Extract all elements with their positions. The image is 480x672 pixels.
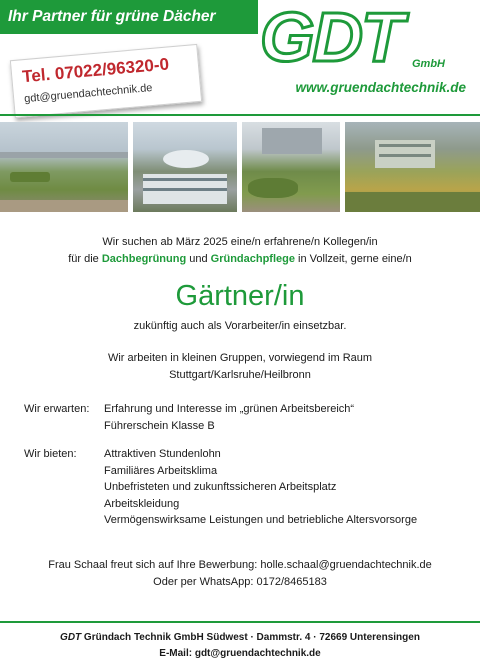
contact-card (10, 44, 202, 118)
top-divider (0, 114, 480, 116)
expect-list (104, 401, 354, 434)
groups-line-1: Wir arbeiten in kleinen Gruppen, vorwiegend im Raum (107, 352, 373, 364)
intro-line-2 (0, 251, 480, 268)
footer-company-rest: Gründach Technik GmbH Südwest · Dammstr. 4 · 72669 Unterensingen (81, 632, 420, 643)
footer-company-prefix: GDT (60, 632, 82, 643)
card-email[interactable]: gdt@gruendachtechnik.de (23, 82, 153, 106)
intro-text-post: in Vollzeit, gerne eine/n (294, 253, 412, 265)
footer-email[interactable]: E-Mail: gdt@gruendachtechnik.de (159, 648, 321, 659)
tagline-banner: Ihr Partner für grüne Dächer (0, 0, 258, 34)
list-item: Vermögenswirksame Leistungen und betriebliche Altersvorsorge (104, 514, 418, 526)
intro-line-1: Wir suchen ab März 2025 eine/n erfahrene/n Kollegen/in (102, 236, 378, 248)
highlight-dachbegruenung: Dachbegrünung (101, 253, 187, 265)
green-roof-photo-3 (242, 122, 340, 212)
phone-number[interactable]: Tel. 07022/96320-0 (21, 54, 170, 87)
job-title: Gärtner/in (175, 280, 305, 312)
highlight-gruendachpflege: Gründachpflege (210, 253, 295, 265)
bottom-divider (0, 621, 480, 623)
company-logo: GDT (260, 0, 402, 76)
list-item: Familiäres Arbeitsklima (104, 464, 218, 477)
offer-list (104, 446, 417, 529)
list-item: Arbeitskleidung (104, 497, 180, 510)
job-subtitle: zukünftig auch als Vorarbeiter/in einsetzbar. (133, 320, 347, 332)
photo-strip (0, 122, 480, 212)
green-roof-photo-2 (133, 122, 237, 212)
intro-text-pre: für die (68, 253, 102, 265)
green-roof-photo-4 (345, 122, 480, 212)
offer-label: Wir bieten: (24, 448, 77, 460)
list-item: Führerschein Klasse B (104, 419, 215, 432)
groups-line-2: Stuttgart/Karlsruhe/Heilbronn (169, 369, 311, 381)
contact-line-1[interactable]: Frau Schaal freut sich auf Ihre Bewerbung: holle.schaal@gruendachtechnik.de (48, 559, 432, 571)
green-roof-photo-1 (0, 122, 128, 212)
footer-company (0, 630, 480, 645)
list-item: Erfahrung und Interesse im „grünen Arbeitsbereich“ (104, 403, 355, 415)
list-item: Attraktiven Stundenlohn (104, 448, 221, 460)
intro-text-mid: und (186, 253, 211, 265)
contact-line-2[interactable]: Oder per WhatsApp: 0172/8465183 (153, 576, 327, 588)
expect-label: Wir erwarten: (24, 403, 90, 415)
list-item: Unbefristeten und zukunftssicheren Arbeitsplatz (104, 481, 337, 493)
website-link[interactable]: www.gruendachtechnik.de (295, 80, 466, 95)
logo-suffix: GmbH (412, 58, 445, 70)
